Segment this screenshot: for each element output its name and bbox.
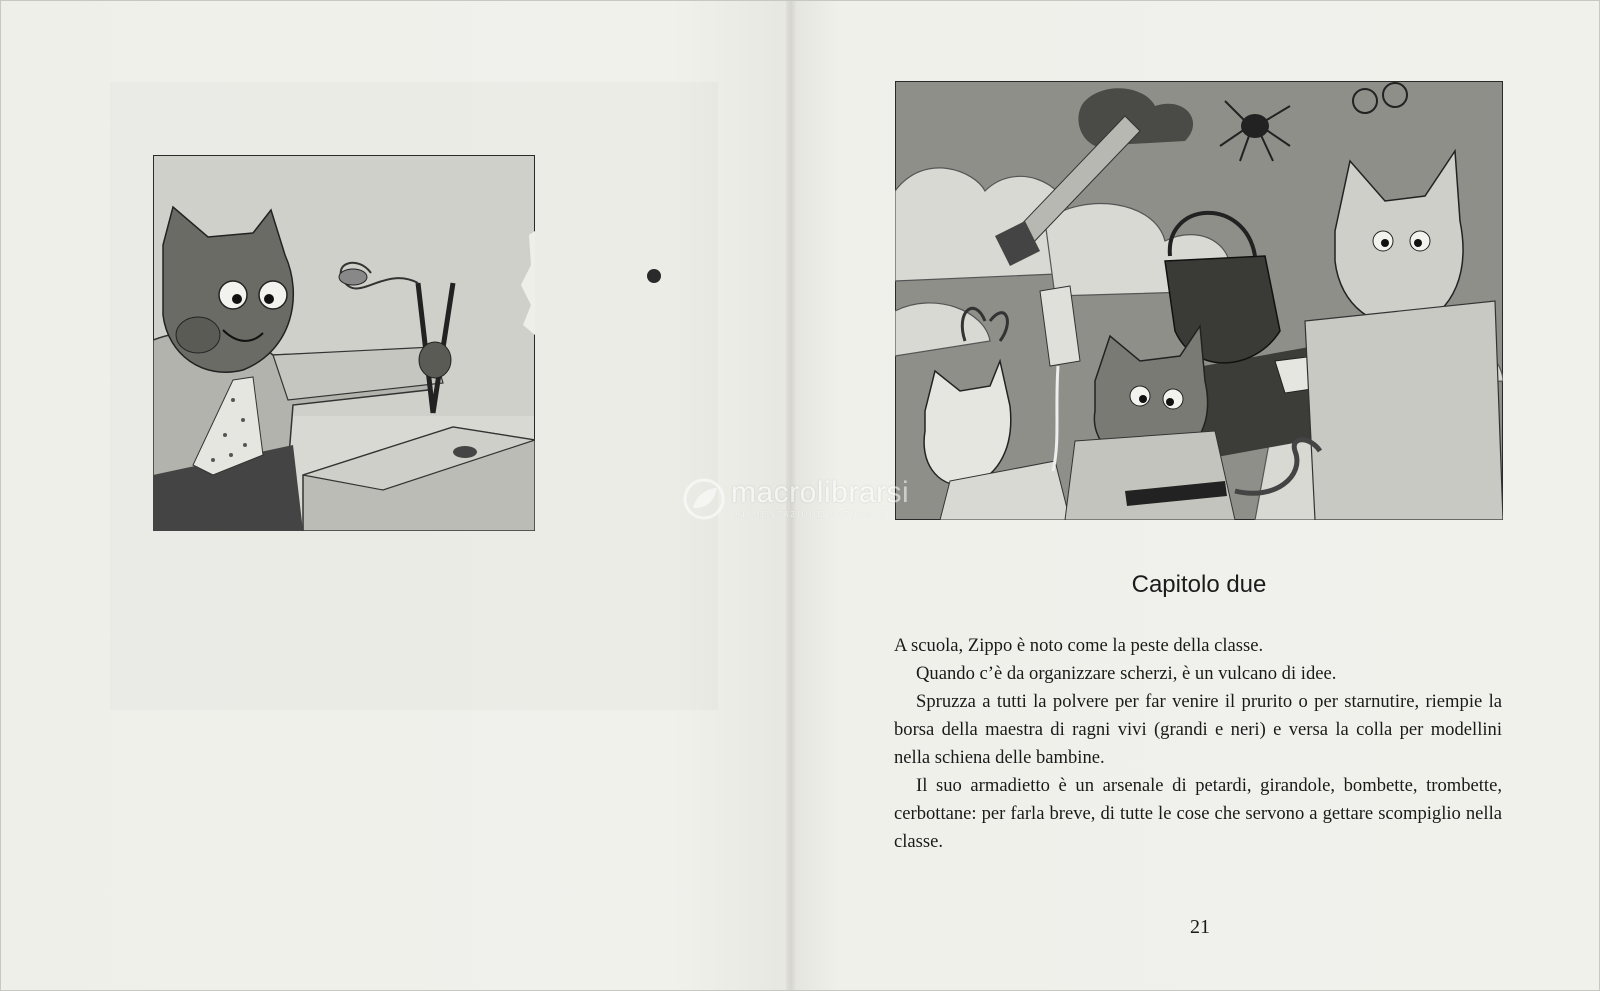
illustration-cat-slingshot (153, 155, 535, 531)
page-number: 21 (1190, 916, 1210, 938)
slingshot-pellet (647, 269, 661, 283)
paragraph-2: Quando c’è da organizzare scherzi, è un vulcano di idee. (916, 663, 1337, 684)
illustration-classroom-chaos (895, 81, 1503, 520)
leaf-logo-icon (683, 478, 725, 520)
paragraph-4: Il suo armadietto è un arsenale di petardi, girandole, bombette, trombette, cerbottane: per farla breve, di tutte le cose che servono a gettare scompiglio nella classe. (894, 775, 1502, 852)
chapter-title: Capitolo due (1131, 571, 1267, 598)
watermark-tagline: ALIMENTAZIONE NATURALE (735, 510, 888, 519)
paragraph-3: Spruzza a tutti la polvere per far venire il prurito o per starnutire, riempie la borsa della maestra di ragni vivi (grandi e neri) e versa la colla per modellini nella schiena delle bambine. (894, 691, 1502, 768)
paragraph-1: A scuola, Zippo è noto come la peste della classe. (894, 635, 1264, 656)
watermark-name: macrolibrarsi (731, 476, 910, 509)
watermark (683, 474, 943, 524)
chapter-body (894, 632, 1502, 856)
